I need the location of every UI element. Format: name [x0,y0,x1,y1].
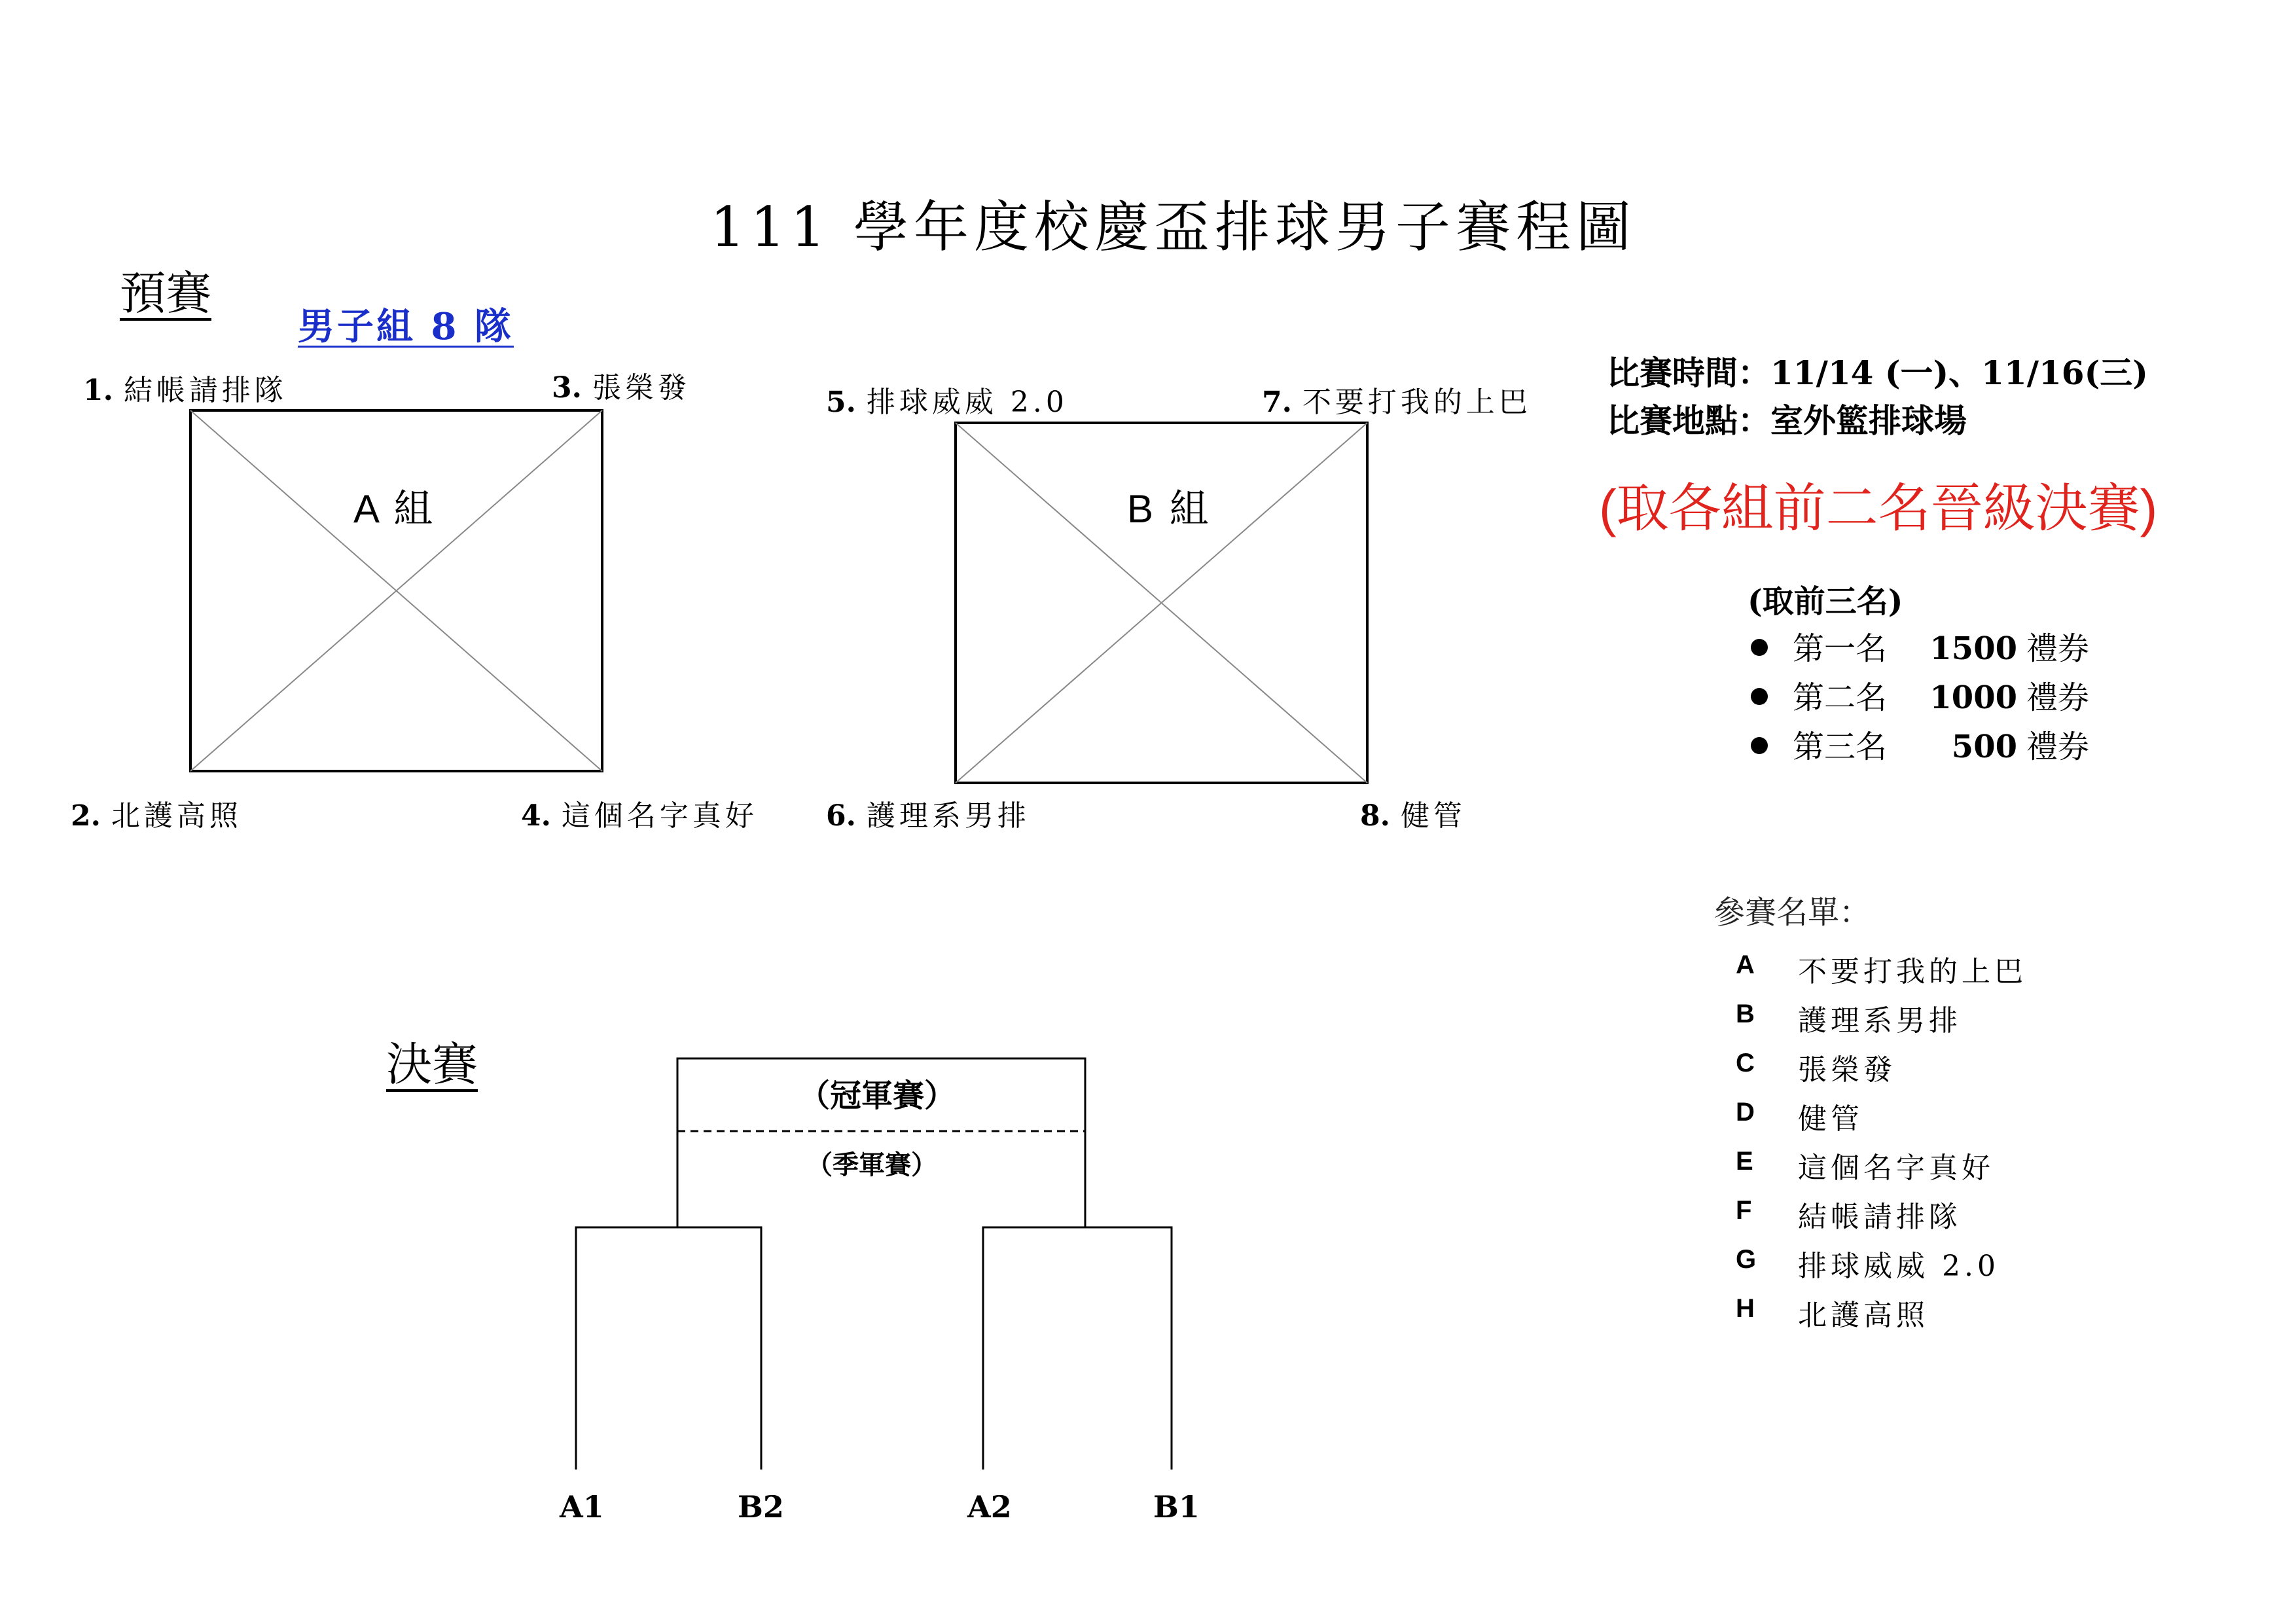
finals-bracket [576,1058,1172,1470]
team-4: 4. 這個名字真好 [521,799,758,833]
seed-a2: A2 [967,1489,1012,1525]
group-b-label: B 組 [1127,487,1211,531]
team-6: 6. 護理系男排 [826,799,1030,833]
advance-note: (取各組前二名晉級決賽) [1599,479,2158,537]
prelim-subheading: 男子組 8 隊 [298,305,514,348]
finals-heading: 決賽 [386,1038,478,1091]
prelim-heading: 預賽 [120,266,211,320]
prize-1: 第一名 1500 禮券 [1751,623,2089,668]
prize-3: 第三名 500 禮券 [1751,721,2089,767]
match-time: 比賽時間：11/14 (一)、11/16(三) [1607,353,2148,392]
championship-label: （冠軍賽） [798,1077,956,1114]
team-1: 1. 結帳請排隊 [83,374,287,407]
seed-b1: B1 [1153,1489,1200,1525]
team-7: 7. 不要打我的上巴 [1262,386,1532,419]
bullet-icon [1751,639,1768,656]
third-place-label: （季軍賽） [806,1149,937,1180]
page-title: 111 學年度校慶盃排球男子賽程圖 [710,195,1637,259]
seed-a1: A1 [560,1489,604,1525]
roster-heading: 參賽名單： [1713,894,1871,931]
team-2: 2. 北護高照 [71,799,242,833]
group-a-label: A 組 [353,487,436,531]
team-3: 3. 張榮發 [552,371,691,405]
bullet-icon [1751,737,1768,754]
team-5: 5. 排球威威 2.0 [826,386,1068,419]
bullet-icon [1751,688,1768,705]
bracket-left-pair [576,1227,761,1470]
seed-b2: B2 [738,1489,784,1525]
team-8: 8. 健管 [1360,799,1466,833]
match-venue: 比賽地點：室外籃排球場 [1607,401,1967,440]
bracket-right-pair [983,1227,1172,1470]
prizes-heading: (取前三名) [1748,583,1903,620]
prize-2: 第二名 1000 禮券 [1751,672,2089,717]
